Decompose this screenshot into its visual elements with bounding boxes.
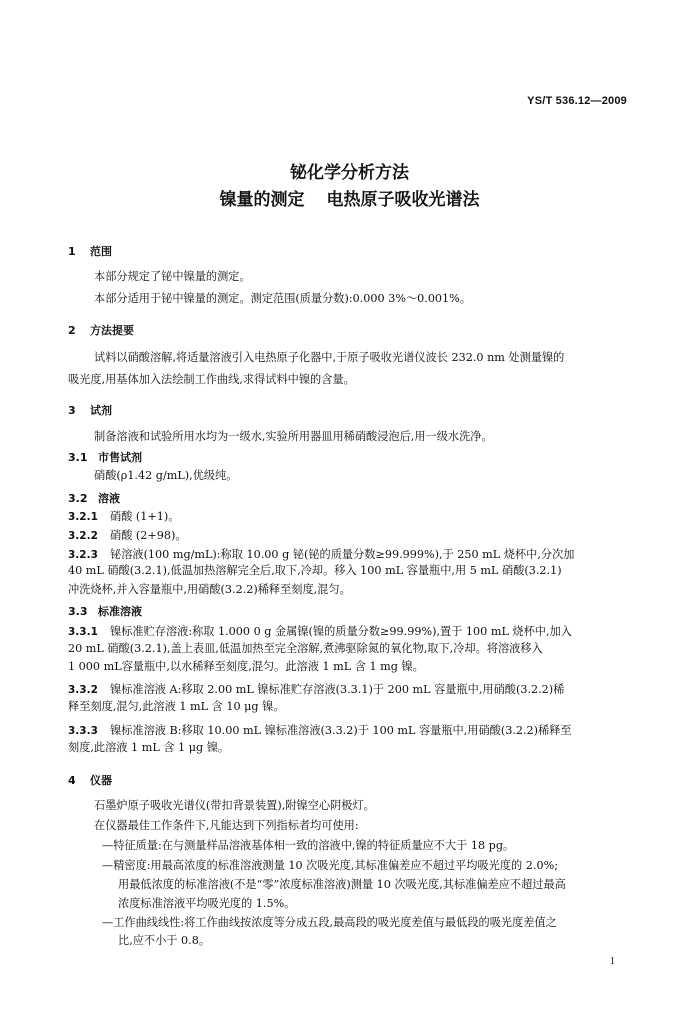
requirement-continuation: 比,应不小于 0.8。 [118, 934, 211, 947]
paragraph: 40 mL 硝酸(3.2.1),低温加热溶解完全后,取下,冷却。移入 100 mL 容量瓶中,用 5 mL 硝酸(3.2.1) [68, 564, 562, 577]
requirement-continuation: 用最低浓度的标准溶液(不是“零”浓度标准溶液)测量 10 次吸光度,其标准偏差应不超过最高 [118, 878, 566, 891]
requirement-item: —特征质量:在与测量样品溶液基体相一致的溶液中,镍的特征质量应不大于 18 pg。 [102, 839, 515, 852]
paragraph: 试料以硝酸溶解,将适量溶液引入电热原子化器中,于原子吸收光谱仪波长 232.0 nm 处测量镍的 [94, 351, 565, 364]
standard-number: YS/T 536.12—2009 [527, 95, 627, 107]
page-number: 1 [610, 956, 615, 967]
section-2-heading: 2 方法提要 [68, 324, 134, 337]
paragraph: 石墨炉原子吸收光谱仪(带扣背景装置),附镍空心阴极灯。 [94, 799, 375, 812]
paragraph: 冲洗烧杯,并入容量瓶中,用硝酸(3.2.2)稀释至刻度,混匀。 [68, 583, 351, 596]
document-subtitle [0, 185, 699, 210]
section-3-heading: 3 试剂 [68, 404, 112, 417]
clause-3-3-2: 3.3.2 镍标准溶液 A:移取 2.00 mL 镍标准贮存溶液(3.3.1)于 200 mL 容量瓶中,用硝酸(3.2.2)稀 [68, 683, 565, 696]
requirement-continuation: 浓度标准溶液平均吸光度的 1.5%。 [118, 897, 296, 910]
paragraph: 本部分适用于铋中镍量的测定。测定范围(质量分数):0.000 3%～0.001%。 [94, 292, 471, 305]
requirement-item: —工作曲线线性:将工作曲线按浓度等分成五段,最高段的吸光度差值与最低段的吸光度差值之 [102, 916, 557, 929]
paragraph: 硝酸(ρ1.42 g/mL),优级纯。 [94, 469, 238, 482]
clause-3-2-3: 3.2.3 铋溶液(100 mg/mL):称取 10.00 g 铋(铋的质量分数≥99.999%),于 250 mL 烧杯中,分次加 [68, 548, 575, 561]
clause-3-2-2: 3.2.2 硝酸 (2+98)。 [68, 529, 187, 542]
clause-3-3-1: 3.3.1 镍标准贮存溶液:称取 1.000 0 g 金属镍(镍的质量分数≥99.99%),置于 100 mL 烧杯中,加入 [68, 625, 572, 638]
paragraph: 1 000 mL容量瓶中,以水稀释至刻度,混匀。此溶液 1 mL 含 1 mg 镍。 [68, 660, 424, 673]
paragraph: 刻度,此溶液 1 mL 含 1 μg 镍。 [68, 741, 230, 754]
paragraph: 释至刻度,混匀,此溶液 1 mL 含 10 μg 镍。 [68, 700, 285, 713]
paragraph: 本部分规定了铋中镍量的测定。 [94, 270, 251, 283]
section-1-heading: 1 范围 [68, 245, 112, 258]
document-title: 铋化学分析方法 [290, 163, 409, 183]
paragraph: 20 mL 硝酸(3.2.1),盖上表皿,低温加热至完全溶解,煮沸驱除氮的氧化物,取下,冷却。将溶液移入 [68, 642, 543, 655]
clause-3-2-1: 3.2.1 硝酸 (1+1)。 [68, 510, 180, 523]
paragraph: 在仪器最佳工作条件下,凡能达到下列指标者均可使用: [94, 819, 359, 832]
paragraph: 吸光度,用基体加入法绘制工作曲线,求得试料中镍的含量。 [68, 373, 355, 386]
paragraph: 制备溶液和试验所用水均为一级水,实验所用器皿用稀硝酸浸泡后,用一级水洗净。 [94, 430, 493, 443]
subtitle-left: 镍量的测定 [219, 190, 305, 210]
clause-3-3-3: 3.3.3 镍标准溶液 B:移取 10.00 mL 镍标准溶液(3.3.2)于 100 mL 容量瓶中,用硝酸(3.2.2)稀释至 [68, 724, 572, 737]
section-4-heading: 4 仪器 [68, 774, 112, 787]
subsection-3-3-heading: 3.3 标准溶液 [68, 605, 142, 618]
subsection-3-2-heading: 3.2 溶液 [68, 492, 120, 505]
subsection-3-1-heading: 3.1 市售试剂 [68, 451, 142, 464]
subtitle-right: 电热原子吸收光谱法 [326, 190, 480, 210]
requirement-item: —精密度:用最高浓度的标准溶液测量 10 次吸光度,其标准偏差应不超过平均吸光度的 2.0%; [102, 859, 558, 872]
